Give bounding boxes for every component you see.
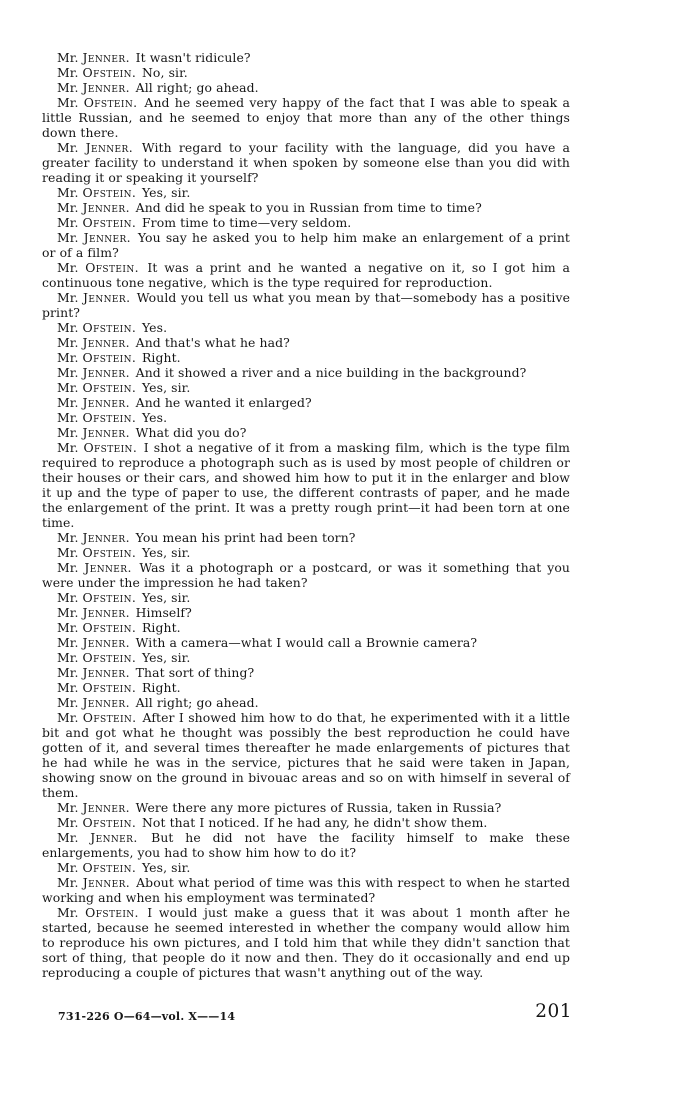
speaker-prefix: Mr. [57,440,84,455]
speaker-suffix: . [131,215,140,230]
dialogue-text: Not that I noticed. If he had any, he didn't show them. [141,815,488,830]
speaker-prefix: Mr. [57,320,83,335]
speaker-prefix: Mr. [57,560,85,575]
speaker-name: Ofstein [82,680,132,695]
dialogue-speaker [57,710,141,725]
dialogue-paragraph [42,830,570,860]
speaker-name: Jenner [84,560,128,575]
speaker-suffix: . [125,605,134,620]
dialogue-text: All right; go ahead. [135,695,259,710]
speaker-suffix: . [131,380,140,395]
dialogue-paragraph [42,605,570,620]
dialogue-text: Yes, sir. [141,860,191,875]
speaker-name: Ofstein [82,320,132,335]
dialogue-paragraph [42,395,570,410]
dialogue-text: I shot a negative of it from a masking film, which is the type film required to reproduce a photograph such as is used by most people of children or their houses or their cars, and showed him how to put it in the enlarger and blow it up and the type of paper to use, the different contrasts of paper, and he made the enlargement of the print. It was a pretty rough print—it had been torn at one time. [42,440,570,530]
dialogue-text: That sort of thing? [135,665,255,680]
dialogue-speaker [57,350,140,365]
speaker-suffix: . [125,875,135,890]
speaker-prefix: Mr. [57,635,83,650]
speaker-name: Ofstein [82,650,132,665]
dialogue-paragraph [42,800,570,815]
speaker-prefix: Mr. [57,365,83,380]
dialogue-paragraph [42,320,570,335]
dialogue-text: Was it a photograph or a postcard, or was it something that you were under the impression he had taken? [42,560,571,590]
dialogue-paragraph [42,350,570,365]
speaker-suffix: . [125,635,134,650]
speaker-suffix: . [133,95,143,110]
dialogue-speaker [57,530,134,545]
speaker-suffix: . [131,815,140,830]
dialogue-paragraph [42,905,570,980]
speaker-suffix: . [125,365,134,380]
dialogue-speaker [57,140,140,155]
speaker-prefix: Mr. [57,530,83,545]
speaker-name: Ofstein [82,215,132,230]
dialogue-paragraph [42,380,570,395]
speaker-name: Jenner [82,635,126,650]
dialogue-paragraph [42,545,570,560]
dialogue-text: And he wanted it enlarged? [135,395,312,410]
speaker-suffix: . [131,545,140,560]
speaker-prefix: Mr. [57,395,83,410]
speaker-prefix: Mr. [57,425,83,440]
speaker-name: Ofstein [85,260,135,275]
speaker-name: Ofstein [82,815,132,830]
dialogue-text: Yes. [141,410,168,425]
speaker-suffix: . [134,905,146,920]
speaker-name: Ofstein [82,545,132,560]
dialogue-speaker [57,290,135,305]
dialogue-text: Right. [141,620,181,635]
dialogue-speaker [57,230,136,245]
dialogue-speaker [57,650,140,665]
dialogue-speaker [57,860,140,875]
speaker-suffix: . [127,560,138,575]
dialogue-paragraph [42,560,570,590]
speaker-suffix: . [126,290,135,305]
speaker-name: Jenner [82,365,126,380]
dialogue-speaker [57,380,140,395]
speaker-prefix: Mr. [57,185,83,200]
dialogue-speaker [57,830,149,845]
speaker-name: Ofstein [82,620,132,635]
dialogue-text: Yes. [141,320,168,335]
speaker-prefix: Mr. [57,905,86,920]
speaker-suffix: . [131,320,140,335]
dialogue-text: Right. [141,350,181,365]
dialogue-speaker [57,440,142,455]
speaker-suffix: . [126,230,136,245]
dialogue-speaker [57,335,134,350]
speaker-prefix: Mr. [57,65,83,80]
dialogue-speaker [57,200,134,215]
speaker-prefix: Mr. [57,680,83,695]
dialogue-text: About what period of time was this with respect to when he started working and when his employment was terminated? [42,875,571,905]
dialogue-text: With regard to your facility with the language, did you have a greater facility to understand it when spoken by someone else than you did with reading it or speaking it yourself? [42,140,571,185]
dialogue-paragraph [42,620,570,635]
dialogue-speaker [57,50,134,65]
speaker-suffix: . [131,65,140,80]
speaker-prefix: Mr. [57,380,83,395]
speaker-name: Jenner [90,830,134,845]
speaker-suffix: . [125,530,134,545]
dialogue-paragraph [42,335,570,350]
speaker-prefix: Mr. [57,350,83,365]
dialogue-text: And he seemed very happy of the fact that I was able to speak a little Russian, and he seemed to enjoy that more than any of the other things down there. [42,95,571,140]
speaker-suffix: . [125,395,134,410]
speaker-prefix: Mr. [57,50,83,65]
speaker-name: Ofstein [82,350,132,365]
dialogue-text: You mean his print had been torn? [135,530,356,545]
dialogue-paragraph [42,260,570,290]
speaker-prefix: Mr. [57,800,83,815]
speaker-name: Jenner [82,335,126,350]
page-number: 201 [535,1001,572,1022]
dialogue-paragraph [42,530,570,545]
speaker-suffix: . [131,680,140,695]
dialogue-text: Right. [141,680,181,695]
speaker-prefix: Mr. [57,545,83,560]
dialogue-text: And that's what he had? [135,335,290,350]
dialogue-text: I would just make a guess that it was about 1 month after he started, because he seemed interested in whether the company would allow him to reproduce his own pictures, and I told him that while they didn't sanction that sort of thing, that people do it now and then. They do it occasionally and end up reproducing a couple of pictures that wasn't anything out of the way. [42,905,571,980]
speaker-suffix: . [125,80,134,95]
speaker-prefix: Mr. [57,260,86,275]
print-code: 731-226 O—64—vol. X——14 [58,1010,236,1023]
speaker-prefix: Mr. [57,80,83,95]
speaker-prefix: Mr. [57,665,83,680]
speaker-prefix: Mr. [57,650,83,665]
dialogue-speaker [57,410,140,425]
speaker-name: Jenner [83,230,127,245]
speaker-name: Jenner [83,290,127,305]
speaker-name: Ofstein [82,185,132,200]
dialogue-speaker [57,905,145,920]
speaker-prefix: Mr. [57,200,83,215]
speaker-suffix: . [133,830,150,845]
speaker-suffix: . [128,140,140,155]
speaker-name: Ofstein [82,710,133,725]
dialogue-paragraph [42,140,570,185]
speaker-suffix: . [132,710,141,725]
speaker-prefix: Mr. [57,695,83,710]
dialogue-paragraph [42,695,570,710]
dialogue-paragraph [42,710,570,800]
speaker-prefix: Mr. [57,710,83,725]
speaker-name: Jenner [82,665,126,680]
dialogue-text: Yes, sir. [141,185,191,200]
dialogue-text: Would you tell us what you mean by that—somebody has a positive print? [42,290,571,320]
speaker-suffix: . [125,695,134,710]
speaker-suffix: . [132,440,142,455]
speaker-prefix: Mr. [57,410,83,425]
speaker-suffix: . [131,650,140,665]
speaker-name: Ofstein [83,95,134,110]
speaker-prefix: Mr. [57,95,84,110]
speaker-name: Jenner [82,800,126,815]
dialogue-paragraph [42,230,570,260]
speaker-suffix: . [131,860,140,875]
dialogue-speaker [57,620,140,635]
speaker-suffix: . [125,335,134,350]
dialogue-speaker [57,320,140,335]
dialogue-speaker [57,875,134,890]
speaker-name: Jenner [82,395,126,410]
speaker-name: Ofstein [85,905,135,920]
dialogue-paragraph [42,860,570,875]
dialogue-speaker [57,365,134,380]
speaker-suffix: . [125,50,134,65]
dialogue-text: From time to time—very seldom. [141,215,352,230]
speaker-name: Jenner [82,875,126,890]
dialogue-speaker [57,545,140,560]
speaker-suffix: . [125,425,134,440]
dialogue-text: Yes, sir. [141,650,191,665]
dialogue-paragraph [42,440,570,530]
dialogue-text: Himself? [135,605,192,620]
dialogue-speaker [57,800,134,815]
dialogue-text: Yes, sir. [141,545,191,560]
speaker-prefix: Mr. [57,335,83,350]
speaker-prefix: Mr. [57,140,86,155]
dialogue-paragraph [42,425,570,440]
speaker-name: Jenner [82,200,126,215]
dialogue-speaker [57,65,140,80]
speaker-name: Jenner [82,425,126,440]
speaker-prefix: Mr. [57,605,83,620]
speaker-name: Jenner [82,530,126,545]
dialogue-paragraph [42,875,570,905]
dialogue-text: All right; go ahead. [135,80,259,95]
dialogue-text: With a camera—what I would call a Brownie camera? [135,635,478,650]
dialogue-speaker [57,260,145,275]
speaker-prefix: Mr. [57,215,83,230]
dialogue-paragraph [42,635,570,650]
dialogue-speaker [57,185,140,200]
speaker-prefix: Mr. [57,620,83,635]
dialogue-text: Yes, sir. [141,590,191,605]
dialogue-text: It wasn't ridicule? [135,50,251,65]
dialogue-speaker [57,95,142,110]
dialogue-text: And did he speak to you in Russian from time to time? [135,200,482,215]
speaker-prefix: Mr. [57,290,84,305]
speaker-suffix: . [125,800,134,815]
dialogue-speaker [57,560,137,575]
speaker-suffix: . [125,665,134,680]
speaker-name: Ofstein [82,410,132,425]
speaker-name: Jenner [82,50,126,65]
speaker-name: Ofstein [82,590,132,605]
dialogue-paragraph [42,665,570,680]
dialogue-text: After I showed him how to do that, he experimented with it a little bit and got what he thought was possibly the best reproduction he could have gotten of it, and several times thereafter he made enlargements of pictures that he had while he was in the service, pictures that he said were taken in Japan, showing snow on the ground in bivouac areas and so on with himself in several of them. [42,710,571,800]
dialogue-speaker [57,395,134,410]
dialogue-text: Yes, sir. [141,380,191,395]
dialogue-speaker [57,605,134,620]
dialogue-speaker [57,425,134,440]
dialogue-text: And it showed a river and a nice building in the background? [135,365,527,380]
speaker-name: Ofstein [82,860,132,875]
speaker-prefix: Mr. [57,230,84,245]
speaker-prefix: Mr. [57,815,83,830]
speaker-suffix: . [131,350,140,365]
dialogue-text: No, sir. [141,65,188,80]
speaker-name: Ofstein [82,65,132,80]
speaker-prefix: Mr. [57,860,83,875]
dialogue-paragraph [42,680,570,695]
transcript [42,50,570,980]
speaker-suffix: . [131,410,140,425]
speaker-name: Ofstein [83,440,133,455]
dialogue-speaker [57,80,134,95]
speaker-suffix: . [131,185,140,200]
speaker-prefix: Mr. [57,830,91,845]
speaker-name: Jenner [82,80,126,95]
dialogue-paragraph [42,95,570,140]
dialogue-speaker [57,815,140,830]
speaker-suffix: . [131,590,140,605]
dialogue-speaker [57,680,140,695]
dialogue-paragraph [42,365,570,380]
dialogue-speaker [57,635,134,650]
dialogue-paragraph [42,410,570,425]
dialogue-paragraph [42,650,570,665]
dialogue-speaker [57,665,134,680]
dialogue-paragraph [42,590,570,605]
dialogue-speaker [57,695,134,710]
speaker-name: Ofstein [82,380,132,395]
dialogue-paragraph [42,50,570,65]
speaker-name: Jenner [85,140,129,155]
speaker-prefix: Mr. [57,875,83,890]
dialogue-paragraph [42,80,570,95]
dialogue-speaker [57,590,140,605]
dialogue-text: Were there any more pictures of Russia, taken in Russia? [135,800,502,815]
dialogue-paragraph [42,185,570,200]
speaker-prefix: Mr. [57,590,83,605]
dialogue-text: It was a print and he wanted a negative on it, so I got him a continuous tone negative, which is the type required for reproduction. [42,260,571,290]
dialogue-text: What did you do? [135,425,247,440]
speaker-name: Jenner [82,605,126,620]
dialogue-speaker [57,215,140,230]
dialogue-paragraph [42,65,570,80]
dialogue-text: You say he asked you to help him make an enlargement of a print or of a film? [42,230,570,260]
speaker-suffix: . [131,620,140,635]
dialogue-text: But he did not have the facility himself to make these enlargements, you had to show him how to do it? [42,830,571,860]
speaker-name: Jenner [82,695,126,710]
speaker-suffix: . [125,200,134,215]
dialogue-paragraph [42,815,570,830]
dialogue-paragraph [42,290,570,320]
dialogue-paragraph [42,200,570,215]
speaker-suffix: . [134,260,146,275]
dialogue-paragraph [42,215,570,230]
